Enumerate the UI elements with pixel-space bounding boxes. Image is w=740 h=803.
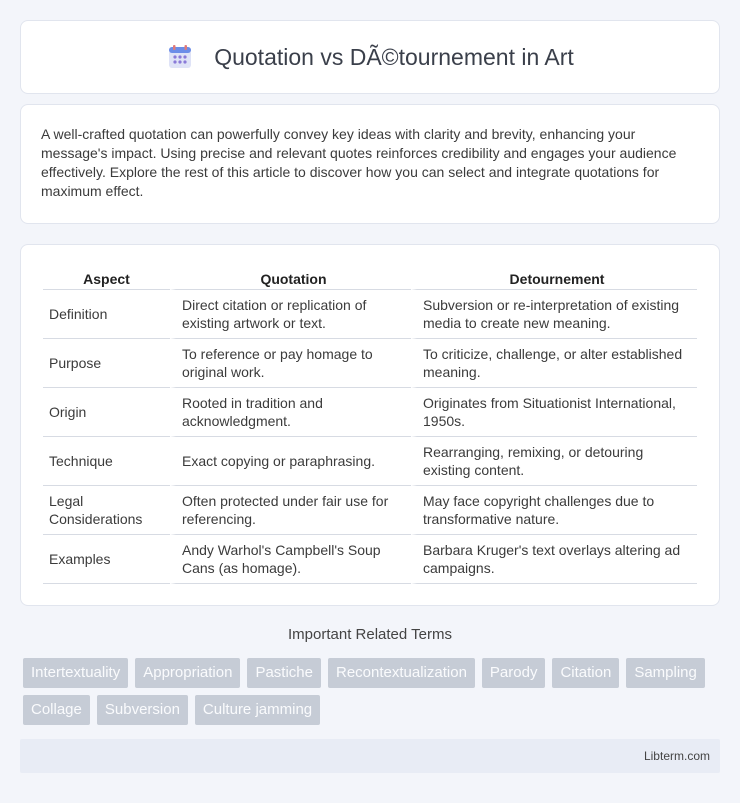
table-row: [43, 388, 697, 437]
header-card: [20, 20, 720, 94]
comparison-table-card: [20, 244, 720, 606]
table-row: [43, 290, 697, 339]
table-row: [43, 437, 697, 486]
cell-aspect: Definition: [43, 290, 170, 339]
cell-detournement: Barbara Kruger's text overlays altering ad campaigns.: [411, 535, 697, 584]
header-quotation: Quotation: [170, 263, 411, 290]
comparison-table: [43, 263, 697, 584]
cell-detournement: May face copyright challenges due to transformative nature.: [411, 486, 697, 535]
footer: [20, 739, 720, 773]
table-row: [43, 339, 697, 388]
cell-detournement: Subversion or re-interpretation of existing media to create new meaning.: [411, 290, 697, 339]
header-aspect: Aspect: [43, 263, 170, 290]
cell-quotation: Andy Warhol's Campbell's Soup Cans (as homage).: [170, 535, 411, 584]
cell-aspect: Purpose: [43, 339, 170, 388]
tag-pastiche[interactable]: Pastiche: [247, 658, 321, 688]
tag-intertextuality[interactable]: Intertextuality: [23, 658, 128, 688]
cell-detournement: Rearranging, remixing, or detouring existing content.: [411, 437, 697, 486]
tag-sampling[interactable]: Sampling: [626, 658, 705, 688]
footer-site-link[interactable]: Libterm.com: [643, 749, 710, 763]
header-detournement: Detournement: [411, 263, 697, 290]
intro-paragraph: A well-crafted quotation can powerfully convey key ideas with clarity and brevity, enhancing your message's impact. Using precise and relevant quotes reinforces credibility and engages your audience effectively. Explore the rest of this article to discover how you can select and integrate quotations for maximum effect.: [41, 126, 677, 199]
tag-citation[interactable]: Citation: [552, 658, 619, 688]
cell-detournement: To criticize, challenge, or alter established meaning.: [411, 339, 697, 388]
title-wrap: [166, 43, 574, 71]
cell-quotation: Rooted in tradition and acknowledgment.: [170, 388, 411, 437]
table-row: [43, 486, 697, 535]
cell-quotation: Exact copying or paraphrasing.: [170, 437, 411, 486]
tag-collage[interactable]: Collage: [23, 695, 90, 725]
cell-aspect: Examples: [43, 535, 170, 584]
tag-subversion[interactable]: Subversion: [97, 695, 188, 725]
cell-aspect: Legal Considerations: [43, 486, 170, 535]
cell-quotation: Often protected under fair use for referencing.: [170, 486, 411, 535]
tag-appropriation[interactable]: Appropriation: [135, 658, 240, 688]
table-row: [43, 535, 697, 584]
cell-quotation: To reference or pay homage to original work.: [170, 339, 411, 388]
tag-parody[interactable]: Parody: [482, 658, 546, 688]
cell-detournement: Originates from Situationist International, 1950s.: [411, 388, 697, 437]
page-title: Quotation vs DÃ©tournement in Art: [214, 43, 574, 70]
cell-quotation: Direct citation or replication of existing artwork or text.: [170, 290, 411, 339]
tag-recontextualization[interactable]: Recontextualization: [328, 658, 475, 688]
related-terms-tags: [23, 658, 723, 732]
intro-card: [20, 104, 720, 224]
table-header-row: [43, 263, 697, 290]
tag-culture-jamming[interactable]: Culture jamming: [195, 695, 320, 725]
related-terms-title: Important Related Terms: [288, 626, 452, 643]
cell-aspect: Technique: [43, 437, 170, 486]
cell-aspect: Origin: [43, 388, 170, 437]
calendar-icon: [166, 43, 194, 71]
